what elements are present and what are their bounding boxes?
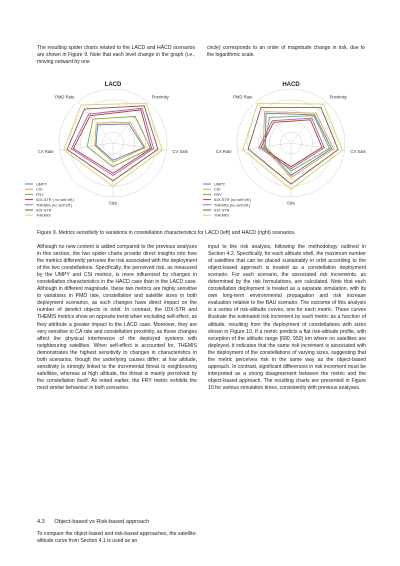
chart-title: LACD — [104, 82, 122, 88]
paragraph-analysis-left: Although no new content is added compared to the previous analyses in this section, the two spider charts provide direct insights into how the metrics differently perceive the risk associated with the deployment of the two constellations. Specifically, the perceived risk, as measured by the UMPY and CSI metrics, is more influenced by changes in constellation characteristics in the HACD case than in the LACD case. Although in different magnitude, these two metrics are highly sensitive to variations in PMD rate, constellation and satellite sizes in both deployment scenarios, as such changes have direct impact on the number of derelict objects in orbit. In contrast, the IDX-STR and THEMIS metrics show an opposite trend when excluding self-effect, as they attribute a greater impact to the LACD case. Moreover, they are very sensitive to CA rate and constellation proximity, as these changes affect the physical interference of the deployed systems with neighbouring satellites. When self-effect is accounted for, THEMIS demonstrates the highest sensitivity to changes in characteristics in both scenarios, though the underlying causes differ: at low altitude, sensitivity is strongly linked to the incremental threat to neighbouring satellites, whereas at high altitude, the threat is mainly perceived by the constellation itself. As noted earlier, the FRY metric exhibits the most similar behaviour in both scenarios. — [37, 244, 197, 391]
axis-label: CA Rate — [215, 148, 232, 154]
legend-label: IDX-STR (no self eff.) — [214, 197, 252, 203]
legend-label: IDX-STR — [36, 207, 52, 213]
paragraph-section-start: To compare the object-based and risk-based approaches, the satellite-altitude curve from Section 4.1 is used as an — [37, 531, 197, 545]
paragraph-intro-left: The resulting spider charts related to the LACD and HACD scenarios are shown in Figure 9. Note that each level change in the graph (i.e., moving outward by one — [37, 45, 195, 66]
section-title: Object-based vs Risk-based approach — [54, 519, 150, 525]
grid-spoke — [291, 143, 344, 151]
legend-label: THEMIS — [214, 212, 229, 218]
paragraph-analysis-right: input to the risk analysis, following the methodology outlined in Section 4.2. Specifically, for each altitude shell, the maximum number of satellites that can be placed sustainably in orbit according to the object-based approach is treated as a constellation deployment scenario. For each scenario, the associated risk increments, as determined by the risk formulations, are calculated. Note that each constellation deployment is treated as a separate simulation, with its own long-term environmental propagation and risk increase evaluation relative to the BAU scenario. The outcome of this analysis is a series of risk-altitude curves, one for each metric. These curves illustrate the estimated risk increment by each metric as a function of altitude, resulting from the deployment of constellations with sizes shown in Figure 10. If a metric predicts a flat risk-altitude profile, with exception of the altitude range [680, 950) km where no satellites are deployed, it indicates that the same risk increment is associated with the deployment of the constellations of varying sizes, suggesting that the metric perceives risk in the same way as the object-based approach. In contrast, significant differences in risk increment must be interpreted as a strong disagreement between the metric and the object-based approach. The resulting charts are presented in Figure 10 for various simulation times, consistently with previous analyses. — [208, 244, 366, 391]
legend-label: THEMIS (no self eff.) — [36, 202, 73, 208]
legend-label: THEMIS — [36, 212, 51, 218]
chart-title: HACD — [282, 82, 300, 88]
axis-label: CV Sats — [350, 148, 366, 154]
axis-label: PMD Rate — [233, 94, 253, 100]
paragraph-intro-right: circle) corresponds to an order of magnitude change in risk, due to the logarithmic scale. — [207, 45, 365, 59]
legend-label: UMPY — [214, 181, 226, 187]
axis-label: Size — [108, 200, 118, 206]
legend-label: UMPY — [36, 181, 48, 187]
legend-label: IDX-STR ( no self eff.) — [36, 197, 75, 203]
legend-label: CSI — [36, 186, 43, 192]
axis-label: Proximity — [329, 94, 347, 100]
section-number: 4.3 — [37, 519, 45, 525]
legend-label: CSI — [214, 186, 221, 192]
legend-label: THEMIS (no self eff.) — [214, 202, 251, 208]
section-heading — [37, 519, 149, 525]
axis-label: CA Rate — [37, 148, 54, 154]
figure-caption: Figure 9. Metrics sensitivity to variations in constellation characteristics for LACD (left) and HACD (right) scenarios. — [37, 230, 296, 236]
radar-svg-hacd — [200, 80, 378, 230]
radar-svg-lacd — [22, 80, 200, 230]
axis-label: PMD Rate — [55, 94, 75, 100]
radar-chart-hacd — [200, 80, 378, 230]
axis-label: Proximity — [151, 94, 169, 100]
legend-label: FRY — [214, 191, 222, 197]
radar-chart-lacd — [22, 80, 200, 230]
axis-label: Size — [286, 200, 296, 206]
axis-label: CV Sats — [172, 148, 188, 154]
series-line — [259, 118, 324, 169]
legend-label: FRY — [36, 191, 44, 197]
legend-label: IDX-STR — [214, 207, 230, 213]
